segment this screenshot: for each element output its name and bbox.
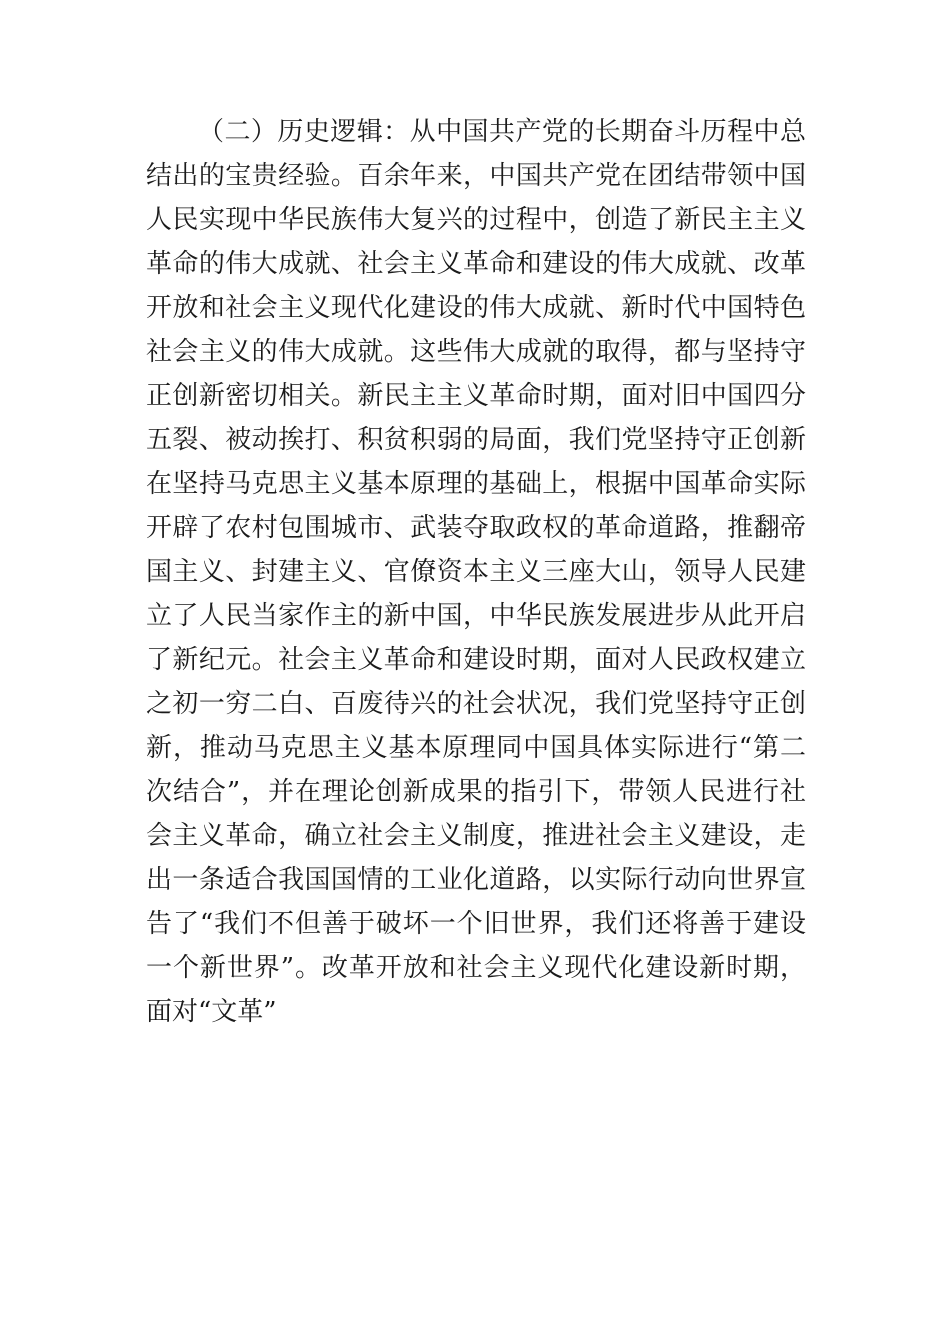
paragraph-line: 面对“文革” bbox=[146, 997, 277, 1027]
paragraph-line: 次结合”，并在理论创新成果的指引下，带领人民进行社 bbox=[146, 777, 806, 807]
paragraph-line: 社会主义的伟大成就。这些伟大成就的取得，都与坚持守 bbox=[146, 337, 806, 367]
paragraph-line: 在坚持马克思主义基本原理的基础上，根据中国革命实际 bbox=[146, 469, 806, 499]
paragraph-line: 会主义革命，确立社会主义制度，推进社会主义建设，走 bbox=[146, 821, 806, 851]
paragraph-line: 结出的宝贵经验。百余年来，中国共产党在团结带领中国 bbox=[146, 161, 806, 191]
paragraph-line: 开放和社会主义现代化建设的伟大成就、新时代中国特色 bbox=[146, 293, 806, 323]
paragraph-line: 正创新密切相关。新民主主义革命时期，面对旧中国四分 bbox=[146, 381, 806, 411]
paragraph-line: 新，推动马克思主义基本原理同中国具体实际进行“第二 bbox=[146, 733, 806, 763]
paragraph-line: 革命的伟大成就、社会主义革命和建设的伟大成就、改革 bbox=[146, 249, 806, 279]
paragraph-line: 开辟了农村包围城市、武装夺取政权的革命道路，推翻帝 bbox=[146, 513, 806, 543]
paragraph-line: 一个新世界”。改革开放和社会主义现代化建设新时期， bbox=[146, 953, 806, 983]
paragraph-line: 出一条适合我国国情的工业化道路，以实际行动向世界宣 bbox=[146, 865, 806, 895]
paragraph-line: 告了“我们不但善于破坏一个旧世界，我们还将善于建设 bbox=[146, 909, 806, 939]
paragraph-line: 五裂、被动挨打、积贫积弱的局面，我们党坚持守正创新 bbox=[146, 425, 806, 455]
paragraph-line: 之初一穷二白、百废待兴的社会状况，我们党坚持守正创 bbox=[146, 689, 806, 719]
paragraph-line: （二）历史逻辑：从中国共产党的长期奋斗历程中总 bbox=[198, 117, 806, 147]
paragraph-line: 国主义、封建主义、官僚资本主义三座大山，领导人民建 bbox=[146, 557, 806, 587]
paragraph-line: 了新纪元。社会主义革命和建设时期，面对人民政权建立 bbox=[146, 645, 806, 675]
paragraph-line: 立了人民当家作主的新中国，中华民族发展进步从此开启 bbox=[146, 601, 806, 631]
body-paragraph bbox=[146, 110, 806, 1034]
paragraph-line: 人民实现中华民族伟大复兴的过程中，创造了新民主主义 bbox=[146, 205, 806, 235]
